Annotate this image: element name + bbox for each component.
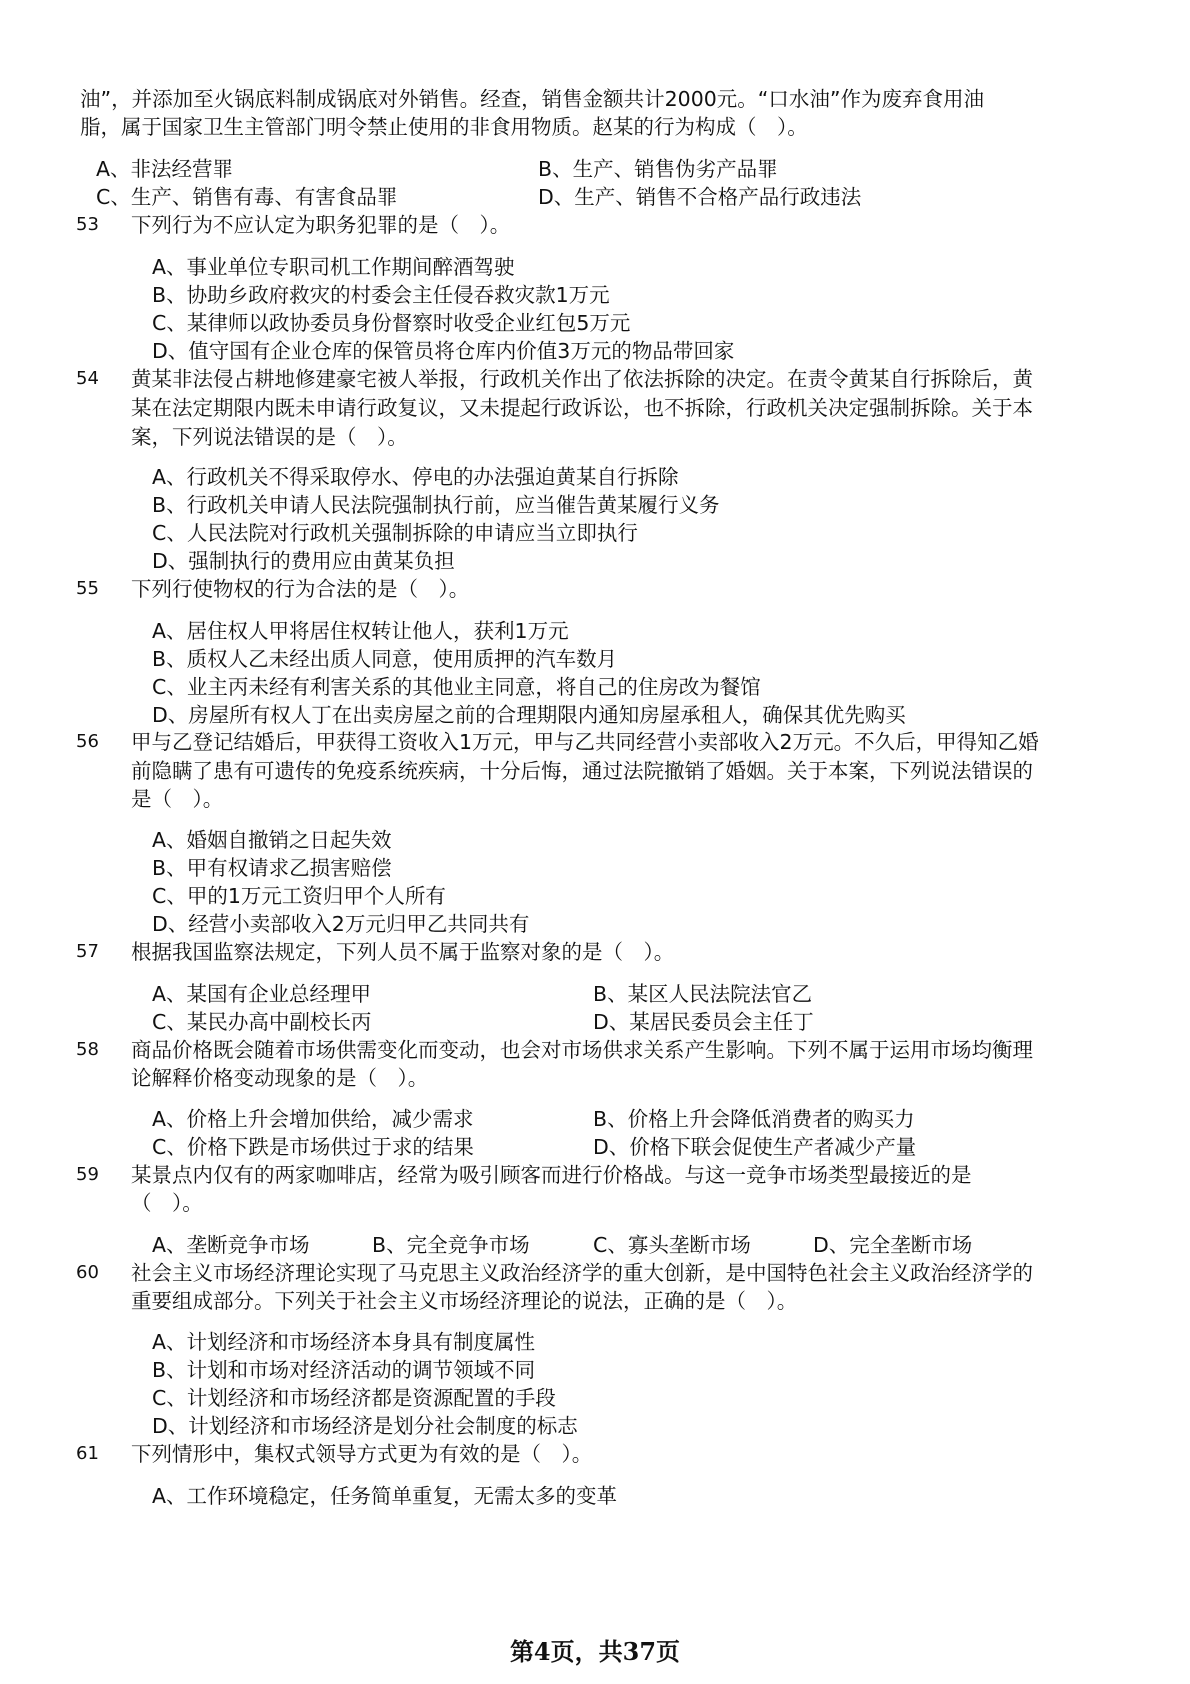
question-text-line: 油”，并添加至火锅底料制成锅底对外销售。经查，销售金额共计2000元。“口水油”作为废弃食用油 [80, 87, 985, 111]
question-text-line: 商品价格既会随着市场供需变化而变动，也会对市场供求关系产生影响。下列不属于运用市场均衡理 [131, 1038, 1033, 1062]
option-d: D、价格下联会促使生产者减少产量 [593, 1135, 917, 1159]
option-c: C、人民法院对行政机关强制拆除的申请应当立即执行 [152, 521, 638, 545]
option-c: C、某律师以政协委员身份督察时收受企业红包5万元 [152, 311, 631, 335]
option-d: D、房屋所有权人丁在出卖房屋之前的合理期限内通知房屋承租人，确保其优先购买 [152, 703, 906, 727]
option-a: A、工作环境稳定，任务简单重复，无需太多的变革 [152, 1484, 618, 1508]
question-number: 55 [76, 578, 99, 599]
question-number: 59 [76, 1164, 99, 1185]
option-d: D、值守国有企业仓库的保管员将仓库内价值3万元的物品带回家 [152, 339, 735, 363]
option-c: C、价格下跌是市场供过于求的结果 [152, 1135, 474, 1159]
question-number: 54 [76, 368, 99, 389]
option-a: A、计划经济和市场经济本身具有制度属性 [152, 1330, 536, 1354]
question-number: 61 [76, 1443, 99, 1464]
option-b: B、质权人乙未经出质人同意，使用质押的汽车数月 [152, 647, 618, 671]
question-text-line: 甲与乙登记结婚后，甲获得工资收入1万元，甲与乙共同经营小卖部收入2万元。不久后，甲得知乙婚 [131, 730, 1039, 754]
option-c: C、业主丙未经有利害关系的其他业主同意，将自己的住房改为餐馆 [152, 675, 761, 699]
option-b: B、完全竞争市场 [372, 1233, 530, 1257]
option-b: B、协助乡政府救灾的村委会主任侵吞救灾款1万元 [152, 283, 610, 307]
option-d: D、计划经济和市场经济是划分社会制度的标志 [152, 1414, 578, 1438]
option-b: B、甲有权请求乙损害赔偿 [152, 856, 392, 880]
question-number: 58 [76, 1039, 99, 1060]
question-text-line: 论解释价格变动现象的是（ ）。 [131, 1066, 429, 1090]
option-a: A、行政机关不得采取停水、停电的办法强迫黄某自行拆除 [152, 465, 679, 489]
option-a: A、婚姻自撤销之日起失效 [152, 828, 392, 852]
option-b: B、计划和市场对经济活动的调节领域不同 [152, 1358, 536, 1382]
option-a: A、价格上升会增加供给，减少需求 [152, 1107, 474, 1131]
option-c: C、计划经济和市场经济都是资源配置的手段 [152, 1386, 556, 1410]
question-text-line: 下列行为不应认定为职务犯罪的是（ ）。 [131, 213, 511, 237]
question-number: 57 [76, 941, 99, 962]
question-number: 56 [76, 731, 99, 752]
question-text-line: 重要组成部分。下列关于社会主义市场经济理论的说法，正确的是（ ）。 [131, 1289, 798, 1313]
question-text-line: 黄某非法侵占耕地修建豪宅被人举报，行政机关作出了依法拆除的决定。在责令黄某自行拆除后，黄 [131, 367, 1033, 391]
option-c: C、生产、销售有毒、有害食品罪 [96, 185, 398, 209]
option-c: C、寡头垄断市场 [593, 1233, 751, 1257]
question-number: 53 [76, 214, 99, 235]
option-b: B、价格上升会降低消费者的购买力 [593, 1107, 915, 1131]
page-number: 第4页，共37页 [509, 1637, 681, 1666]
option-d: D、强制执行的费用应由黄某负担 [152, 549, 455, 573]
option-a: A、非法经营罪 [96, 157, 234, 181]
question-number: 60 [76, 1262, 99, 1283]
option-a: A、事业单位专职司机工作期间醉酒驾驶 [152, 255, 515, 279]
option-c: C、甲的1万元工资归甲个人所有 [152, 884, 446, 908]
question-text-line: 社会主义市场经济理论实现了马克思主义政治经济学的重大创新，是中国特色社会主义政治经济学的 [131, 1261, 1033, 1285]
question-text-line: 某景点内仅有的两家咖啡店，经常为吸引顾客而进行价格战。与这一竞争市场类型最接近的是 [131, 1163, 972, 1187]
question-text-line: 下列行使物权的行为合法的是（ ）。 [131, 577, 470, 601]
question-text-line: 案，下列说法错误的是（ ）。 [131, 425, 408, 449]
question-text-line: 根据我国监察法规定，下列人员不属于监察对象的是（ ）。 [131, 940, 675, 964]
option-d: D、某居民委员会主任丁 [593, 1010, 814, 1034]
question-text-line: 脂，属于国家卫生主管部门明令禁止使用的非食用物质。赵某的行为构成（ ）。 [80, 115, 808, 139]
question-text-line: 是（ ）。 [131, 787, 224, 811]
option-a: A、某国有企业总经理甲 [152, 982, 372, 1006]
option-d: D、生产、销售不合格产品行政违法 [538, 185, 862, 209]
option-c: C、某民办高中副校长丙 [152, 1010, 372, 1034]
option-b: B、某区人民法院法官乙 [593, 982, 813, 1006]
question-text-line: 前隐瞒了患有可遗传的免疫系统疾病，十分后悔，通过法院撤销了婚姻。关于本案，下列说法错误的 [131, 759, 1033, 783]
option-a: A、居住权人甲将居住权转让他人，获利1万元 [152, 619, 569, 643]
option-b: B、生产、销售伪劣产品罪 [538, 157, 778, 181]
option-b: B、行政机关申请人民法院强制执行前，应当催告黄某履行义务 [152, 493, 720, 517]
option-a: A、垄断竞争市场 [152, 1233, 310, 1257]
question-text-line: 某在法定期限内既未申请行政复议，又未提起行政诉讼，也不拆除，行政机关决定强制拆除。关于本 [131, 396, 1033, 420]
option-d: D、完全垄断市场 [813, 1233, 973, 1257]
option-d: D、经营小卖部收入2万元归甲乙共同共有 [152, 912, 530, 936]
question-text-line: （ ）。 [131, 1191, 203, 1215]
question-text-line: 下列情形中，集权式领导方式更为有效的是（ ）。 [131, 1442, 593, 1466]
